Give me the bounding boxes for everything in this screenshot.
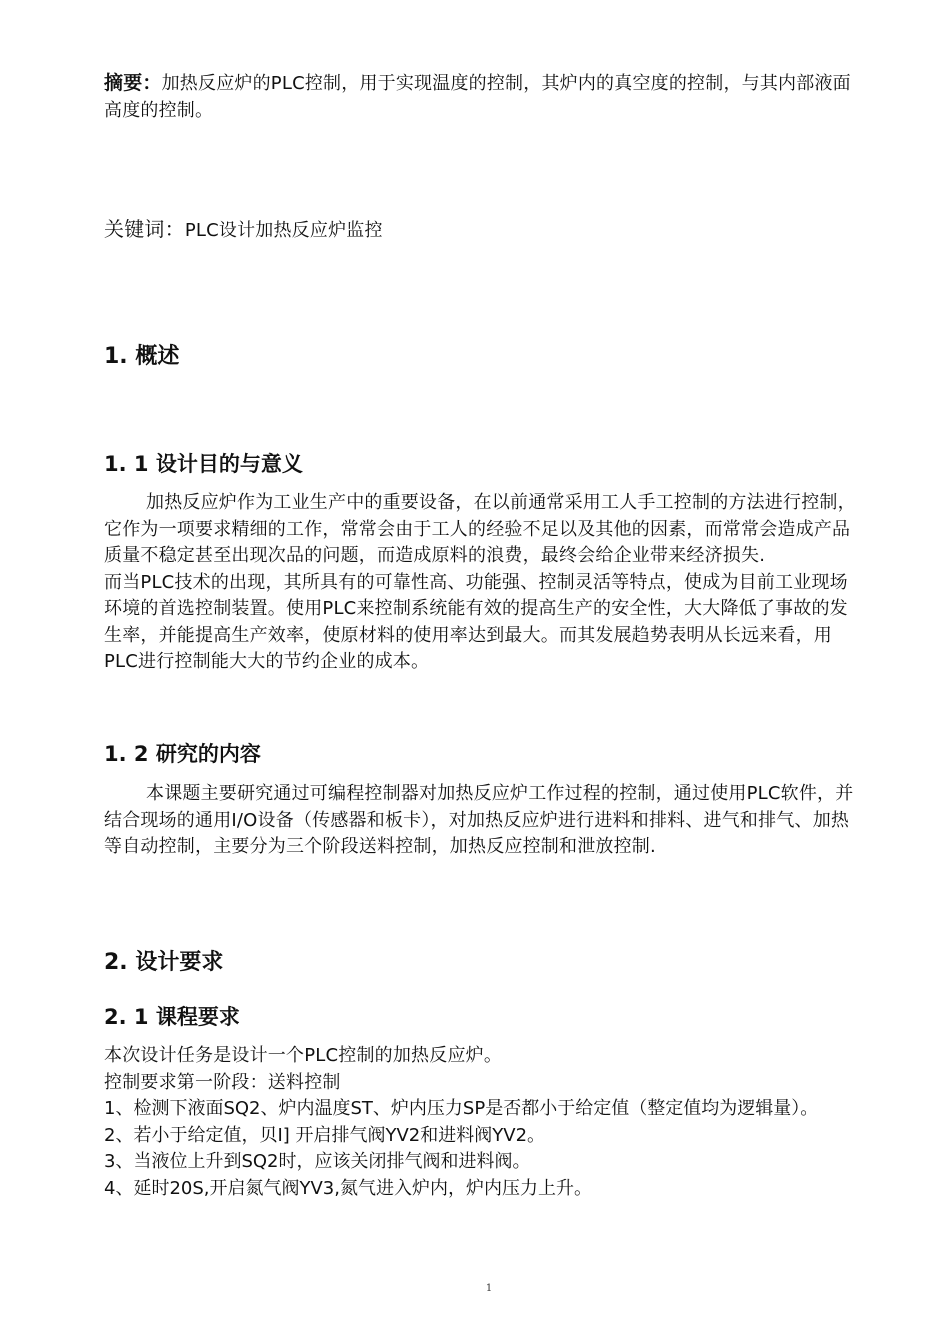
- section-2-1-body: [104, 1043, 864, 1202]
- list-item: 4、延时20S,开启氮气阀YV3,氮气进入炉内，炉内压力上升。: [104, 1177, 592, 1199]
- section-1-heading: 1. 概述: [104, 344, 180, 369]
- keywords-paragraph: [104, 216, 864, 245]
- section-2-heading: 2. 设计要求: [104, 950, 224, 975]
- section-1-2-heading-block: [104, 739, 864, 769]
- section-1-2-heading: 1. 2 研究的内容: [104, 742, 261, 766]
- section-1-1-paragraph-2: 而当PLC技术的出现，其所具有的可靠性高、功能强、控制灵活等特点，使成为目前工业现场环境的首选控制装置。使用PLC来控制系统能有效的提高生产的安全性，大大降低了事故的发生率，并能提高生产效率，使原材料的使用率达到最大。而其发展趋势表明从长远来看，用PLC进行控制能大大的节约企业的成本。: [104, 571, 848, 672]
- requirement-list: [104, 1096, 864, 1202]
- section-2-1-heading-block: [104, 1002, 864, 1032]
- section-1-heading-block: [104, 342, 864, 372]
- list-item: 1、检测下液面SQ2、炉内温度ST、炉内压力SP是否都小于给定值（整定值均为逻辑量）。: [104, 1098, 819, 1119]
- list-item: 3、当液位上升到SQ2时，应该关闭排气阀和进料阀。: [104, 1151, 531, 1172]
- section-2-1-heading: 2. 1 课程要求: [104, 1005, 240, 1029]
- page-number: 1: [485, 1283, 493, 1294]
- list-item: 2、若小于给定值，贝I] 开启排气阀YV2和进料阀YV2。: [104, 1124, 546, 1146]
- section-1-1-heading: 1. 1 设计目的与意义: [104, 452, 303, 476]
- section-1-2-paragraph-1: 本课题主要研究通过可编程控制器对加热反应炉工作过程的控制，通过使用PLC软件，并结合现场的通用I/O设备（传感器和板卡），对加热反应炉进行进料和排料、进气和排气、加热等自动控制，主要分为三个阶段送料控制，加热反应控制和泄放控制.: [104, 783, 854, 857]
- section-1-1-paragraph-1: 加热反应炉作为工业生产中的重要设备，在以前通常采用工人手工控制的方法进行控制，它作为一项要求精细的工作，常常会由于工人的经验不足以及其他的因素，而常常会造成产品质量不稳定甚至出现次品的问题，而造成原料的浪费，最终会给企业带来经济损失.: [104, 492, 856, 566]
- abstract-text: 加热反应炉的PLC控制，用于实现温度的控制，其炉内的真空度的控制，与其内部液面高度的控制。: [104, 73, 851, 121]
- abstract-paragraph: [104, 70, 864, 124]
- abstract-label: 摘要：: [104, 72, 162, 94]
- section-2-heading-block: [104, 948, 864, 978]
- keywords-label: 关键词：: [104, 217, 185, 241]
- keywords-text: PLC设计加热反应炉监控: [184, 220, 383, 241]
- section-1-1-heading-block: [104, 449, 864, 479]
- section-2-1-stage: 控制要求第一阶段：送料控制: [104, 1071, 341, 1093]
- abstract-block: [104, 70, 864, 124]
- section-1-2-body: [104, 781, 864, 861]
- section-1-1-body: [104, 490, 864, 676]
- section-2-1-intro: 本次设计任务是设计一个PLC控制的加热反应炉。: [104, 1045, 503, 1066]
- keywords-block: [104, 216, 864, 245]
